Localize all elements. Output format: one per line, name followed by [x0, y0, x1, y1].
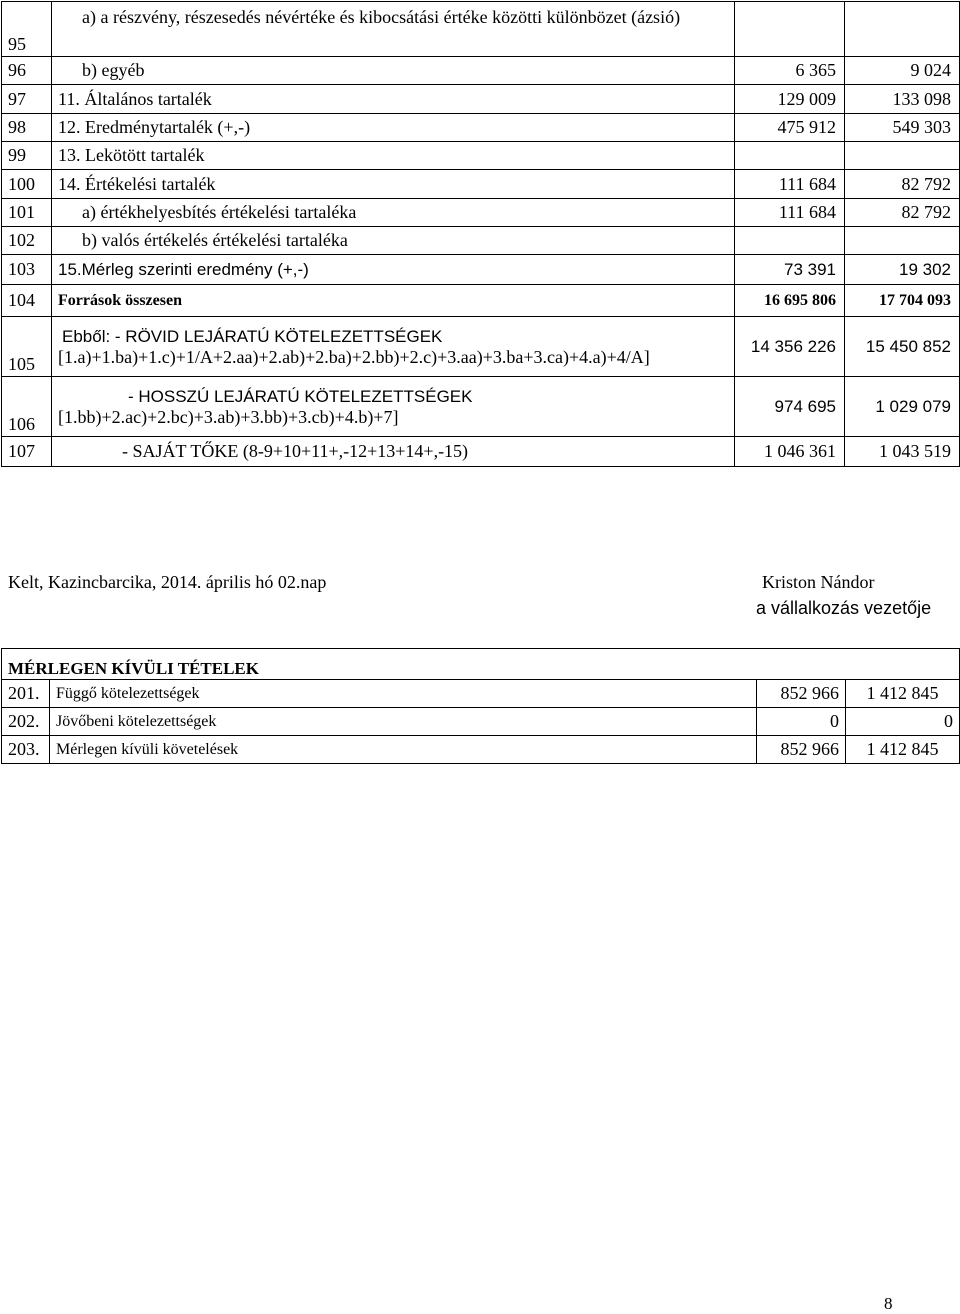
prev-value — [735, 2, 845, 57]
prev-value: 974 695 — [735, 377, 845, 437]
row-number: 96 — [2, 57, 52, 85]
row-label: 13. Lekötött tartalék — [52, 142, 735, 170]
row-number: 106 — [2, 377, 52, 437]
row-number: 107 — [2, 437, 52, 467]
prev-value: 111 684 — [735, 199, 845, 227]
signatory-name: Kriston Nándor — [762, 572, 875, 592]
row-label: b) egyéb — [52, 57, 735, 85]
signatory-role: a vállalkozás vezetője — [756, 598, 932, 618]
curr-value: 1 412 845 — [846, 680, 960, 708]
table-row — [2, 708, 960, 736]
table-row — [2, 680, 960, 708]
row-label: 15.Mérleg szerinti eredmény (+,-) — [52, 255, 735, 285]
row-label — [52, 317, 735, 377]
row-label: Függő kötelezettségek — [50, 680, 757, 708]
prev-value: 1 046 361 — [735, 437, 845, 467]
table-row — [2, 199, 960, 227]
off-balance-table — [1, 648, 960, 764]
row-label: - SAJÁT TŐKE (8-9+10+11+,-12+13+14+,-15) — [52, 437, 735, 467]
curr-value — [845, 2, 960, 57]
place-date: Kelt, Kazincbarcika, 2014. április hó 02.nap — [8, 572, 327, 592]
row-label-line1: Ebből: - RÖVID LEJÁRATÚ KÖTELEZETTSÉGEK — [62, 326, 443, 346]
row-number: 202. — [2, 708, 50, 736]
table-row — [2, 285, 960, 317]
prev-value: 129 009 — [735, 85, 845, 114]
row-label: Mérlegen kívüli követelések — [50, 736, 757, 764]
curr-value: 133 098 — [845, 85, 960, 114]
row-number: 97 — [2, 85, 52, 114]
row-number: 203. — [2, 736, 50, 764]
page-number: 8 — [884, 1294, 893, 1313]
table-row — [2, 114, 960, 142]
table-row — [2, 437, 960, 467]
table-row — [2, 85, 960, 114]
curr-value: 549 303 — [845, 114, 960, 142]
row-number: 99 — [2, 142, 52, 170]
prev-value: 852 966 — [757, 680, 846, 708]
table-row — [2, 317, 960, 377]
row-label: a) a részvény, részesedés névértéke és kibocsátási értéke közötti különbözet (ázsió) — [52, 2, 735, 57]
row-number: 201. — [2, 680, 50, 708]
prev-value: 16 695 806 — [735, 285, 845, 317]
curr-value: 19 302 — [845, 255, 960, 285]
table-row — [2, 227, 960, 255]
row-label-line2: [1.bb)+2.ac)+2.bc)+3.ab)+3.bb)+3.cb)+4.b)+7] — [58, 406, 399, 427]
prev-value: 111 684 — [735, 170, 845, 199]
table-row — [2, 736, 960, 764]
table-row — [2, 57, 960, 85]
row-number: 104 — [2, 285, 52, 317]
curr-value: 82 792 — [845, 199, 960, 227]
table-row — [2, 255, 960, 285]
row-number: 98 — [2, 114, 52, 142]
curr-value: 0 — [846, 708, 960, 736]
row-label-line1: - HOSSZÚ LEJÁRATÚ KÖTELEZETTSÉGEK — [128, 386, 473, 406]
prev-value — [735, 227, 845, 255]
row-label: 12. Eredménytartalék (+,-) — [52, 114, 735, 142]
row-number: 102 — [2, 227, 52, 255]
table-row — [2, 170, 960, 199]
curr-value: 15 450 852 — [845, 317, 960, 377]
prev-value: 475 912 — [735, 114, 845, 142]
row-number: 95 — [2, 2, 52, 57]
row-label: Jövőbeni kötelezettségek — [50, 708, 757, 736]
row-number: 101 — [2, 199, 52, 227]
curr-value: 17 704 093 — [845, 285, 960, 317]
prev-value — [735, 142, 845, 170]
curr-value: 1 029 079 — [845, 377, 960, 437]
prev-value: 0 — [757, 708, 846, 736]
row-number: 105 — [2, 317, 52, 377]
curr-value — [845, 227, 960, 255]
row-label: b) valós értékelés értékelési tartaléka — [52, 227, 735, 255]
off-balance-title-row — [2, 649, 960, 680]
prev-value: 73 391 — [735, 255, 845, 285]
curr-value: 1 412 845 — [846, 736, 960, 764]
prev-value: 852 966 — [757, 736, 846, 764]
row-label-line2: [1.a)+1.ba)+1.c)+1/A+2.aa)+2.ab)+2.ba)+2.bb)+2.c)+3.aa)+3.ba+3.ca)+4.a)+4/A] — [58, 346, 650, 367]
prev-value: 6 365 — [735, 57, 845, 85]
table-row — [2, 142, 960, 170]
curr-value: 1 043 519 — [845, 437, 960, 467]
curr-value — [845, 142, 960, 170]
off-balance-title: MÉRLEGEN KÍVÜLI TÉTELEK — [2, 649, 960, 680]
table-row — [2, 377, 960, 437]
row-label: Források összesen — [52, 285, 735, 317]
row-label: a) értékhelyesbítés értékelési tartaléka — [52, 199, 735, 227]
row-label: 11. Általános tartalék — [52, 85, 735, 114]
prev-value: 14 356 226 — [735, 317, 845, 377]
table-row — [2, 2, 960, 57]
curr-value: 9 024 — [845, 57, 960, 85]
balance-sheet-table — [1, 1, 960, 467]
row-label: 14. Értékelési tartalék — [52, 170, 735, 199]
row-label — [52, 377, 735, 437]
row-number: 100 — [2, 170, 52, 199]
curr-value: 82 792 — [845, 170, 960, 199]
row-number: 103 — [2, 255, 52, 285]
